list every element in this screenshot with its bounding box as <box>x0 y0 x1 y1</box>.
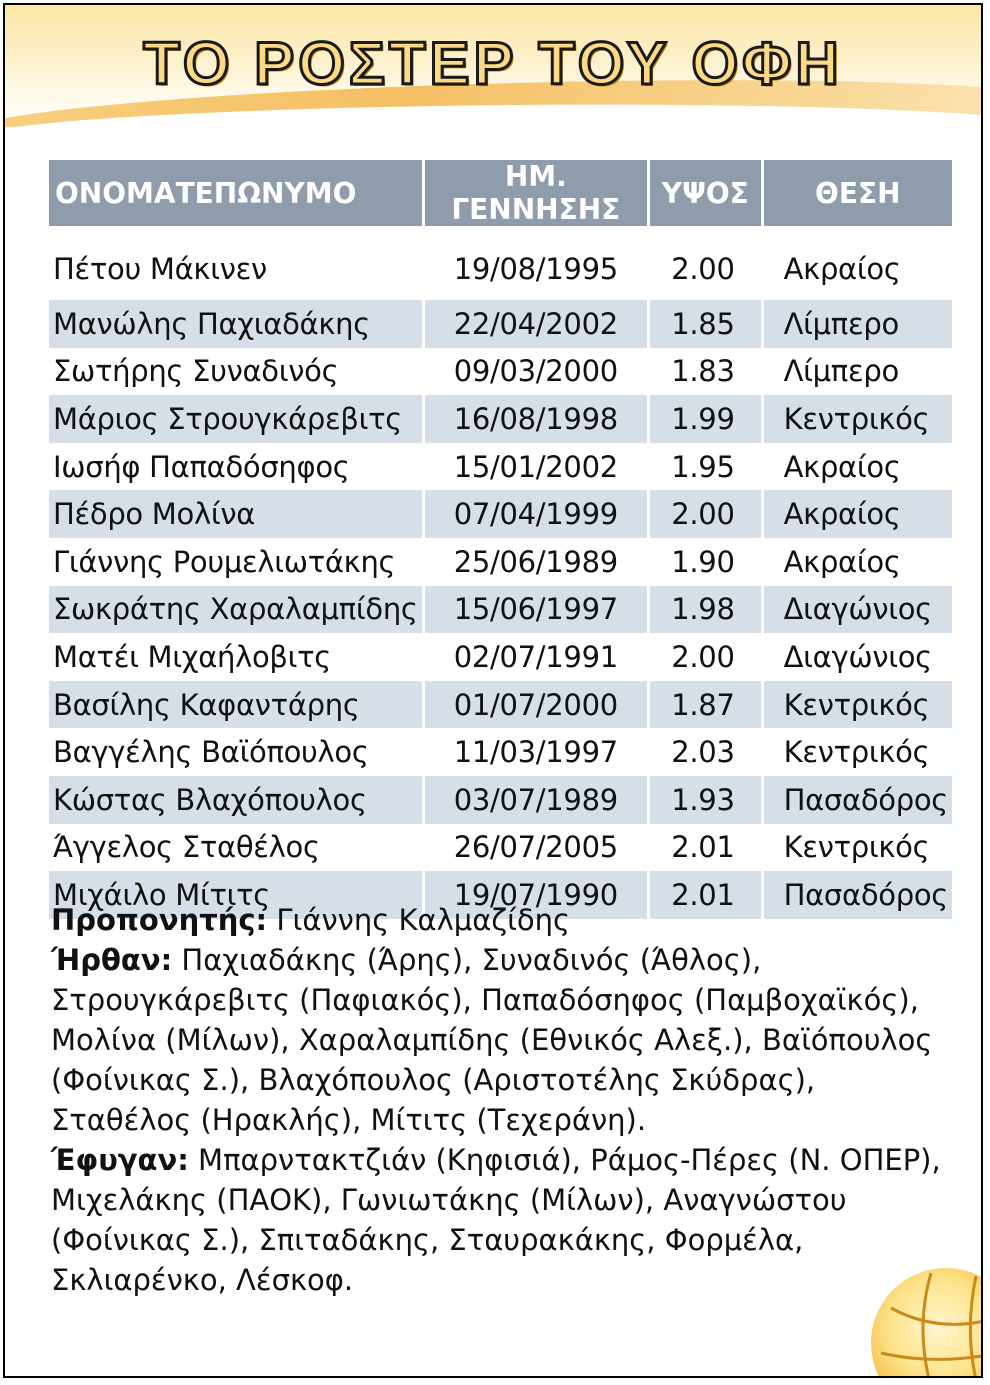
player-dob: 11/03/1997 <box>423 728 648 776</box>
player-position: Διαγώνιος <box>783 639 932 674</box>
player-dob: 15/01/2002 <box>423 443 648 491</box>
player-dob: 16/08/1998 <box>423 395 648 443</box>
player-name: Σωκράτης Χαραλαμπίδης <box>49 586 423 634</box>
player-position: Κεντρικός <box>762 681 952 729</box>
player-height: 2.01 <box>648 871 762 919</box>
player-height: 1.87 <box>648 681 762 729</box>
player-position: Ακραίος <box>783 544 901 579</box>
coach-name: Γιάννης Καλμαζίδης <box>267 903 571 937</box>
player-position: Διαγώνιος <box>762 586 952 634</box>
player-name: Ματέι Μιχαήλοβιτς <box>49 633 423 681</box>
player-name: Μιχάιλο Μίτιτς <box>49 871 423 919</box>
player-height: 2.03 <box>648 728 762 776</box>
player-dob: 19/07/1990 <box>423 871 648 919</box>
table-row <box>49 490 952 538</box>
player-height: 2.00 <box>648 226 762 300</box>
notes-block <box>51 900 956 1300</box>
player-height: 1.98 <box>648 586 762 634</box>
player-name: Γιάννης Ρουμελιωτάκης <box>49 538 423 586</box>
coach-line <box>51 900 956 940</box>
player-height: 1.99 <box>648 395 762 443</box>
player-name: Σωτήρης Συναδινός <box>49 348 423 396</box>
player-dob: 25/06/1989 <box>423 538 648 586</box>
table-row <box>49 443 952 491</box>
left-label: Έφυγαν: <box>51 1143 189 1177</box>
player-height: 1.90 <box>648 538 762 586</box>
arrived-text: Παχιαδάκης (Άρης), Συναδινός (Άθλος), Στρουγκάρεβιτς (Παφιακός), Παπαδόσηφος (Παμβοχαϊκός), Μολίνα (Μίλων), Χαραλαμπίδης (Εθνικός Αλεξ.), Βαϊόπουλος (Φοίνικας Σ.), Βλαχόπουλος (Αριστοτέλης Σκύδρας), Σταθέλος (Ηρακλής), Μίτιτς (Τεχεράνη). <box>51 943 933 1137</box>
player-name: Μάριος Στρουγκάρεβιτς <box>49 395 423 443</box>
player-position: Κεντρικός <box>783 830 930 865</box>
player-name: Άγγελος Σταθέλος <box>49 824 423 872</box>
arrived-line <box>51 940 956 1140</box>
table-header-row <box>49 160 952 226</box>
page-title: ΤΟ ΡΟΣΤΕΡ ΤΟΥ ΟΦΗ <box>143 30 843 97</box>
coach-label: Προπονητής: <box>51 903 268 937</box>
player-height: 1.85 <box>648 300 762 348</box>
player-name: Βαγγέλης Βαϊόπουλος <box>49 728 423 776</box>
player-position: Πασαδόρος <box>762 871 952 919</box>
roster-body <box>49 226 952 919</box>
player-dob: 07/04/1999 <box>423 490 648 538</box>
header-height: ΥΨΟΣ <box>648 160 762 226</box>
player-name: Κώστας Βλαχόπουλος <box>49 776 423 824</box>
table-row <box>49 395 952 443</box>
player-name: Πέδρο Μολίνα <box>49 490 423 538</box>
title-banner <box>5 5 981 127</box>
table-row <box>49 348 952 396</box>
table-row <box>49 226 952 300</box>
player-height: 1.93 <box>648 776 762 824</box>
volleyball-icon <box>871 1268 983 1378</box>
player-position: Ακραίος <box>762 490 952 538</box>
table-row <box>49 776 952 824</box>
player-name: Βασίλης Καφαντάρης <box>49 681 423 729</box>
header-name: ΟΝΟΜΑΤΕΠΩΝΥΜΟ <box>49 160 423 226</box>
table-row <box>49 538 952 586</box>
left-text: Μπαρντακτζιάν (Κηφισιά), Ράμος-Πέρες (Ν. ΟΠΕΡ), Μιχελάκης (ΠΑΟΚ), Γωνιωτάκης (Μίλων), Αναγνώστου (Φοίνικας Σ.), Σπιταδάκης, Σταυρακάκης, Φορμέλα, Σκλιαρένκο, Λέσκοφ. <box>51 1143 941 1297</box>
table-row <box>49 681 952 729</box>
player-position: Λίμπερο <box>762 300 952 348</box>
table-row <box>49 300 952 348</box>
player-position: Ακραίος <box>783 449 901 484</box>
arrived-label: Ήρθαν: <box>51 943 173 977</box>
player-position: Κεντρικός <box>762 395 952 443</box>
player-dob: 15/06/1997 <box>423 586 648 634</box>
player-dob: 02/07/1991 <box>423 633 648 681</box>
player-height: 1.95 <box>648 443 762 491</box>
player-position: Πασαδόρος <box>762 776 952 824</box>
table-row <box>49 633 952 681</box>
player-height: 1.83 <box>648 348 762 396</box>
player-dob: 26/07/2005 <box>423 824 648 872</box>
player-height: 2.00 <box>648 490 762 538</box>
player-height: 2.01 <box>648 824 762 872</box>
table-row <box>49 586 952 634</box>
player-name: Πέτου Μάκινεν <box>49 226 423 300</box>
player-position: Κεντρικός <box>783 735 930 770</box>
table-row <box>49 728 952 776</box>
player-height: 2.00 <box>648 633 762 681</box>
player-dob: 22/04/2002 <box>423 300 648 348</box>
player-position: Ακραίος <box>783 252 901 286</box>
roster-card <box>3 3 983 1378</box>
table-row <box>49 824 952 872</box>
player-dob: 19/08/1995 <box>423 226 648 300</box>
player-dob: 01/07/2000 <box>423 681 648 729</box>
roster-table <box>49 160 952 919</box>
header-position: ΘΕΣΗ <box>762 160 952 226</box>
player-position: Λίμπερο <box>783 354 899 389</box>
player-dob: 03/07/1989 <box>423 776 648 824</box>
header-dob: ΗΜ. ΓΕΝΝΗΣΗΣ <box>423 160 648 226</box>
player-name: Ιωσήφ Παπαδόσηφος <box>49 443 423 491</box>
player-name: Μανώλης Παχιαδάκης <box>49 300 423 348</box>
player-dob: 09/03/2000 <box>423 348 648 396</box>
left-line <box>51 1140 956 1300</box>
